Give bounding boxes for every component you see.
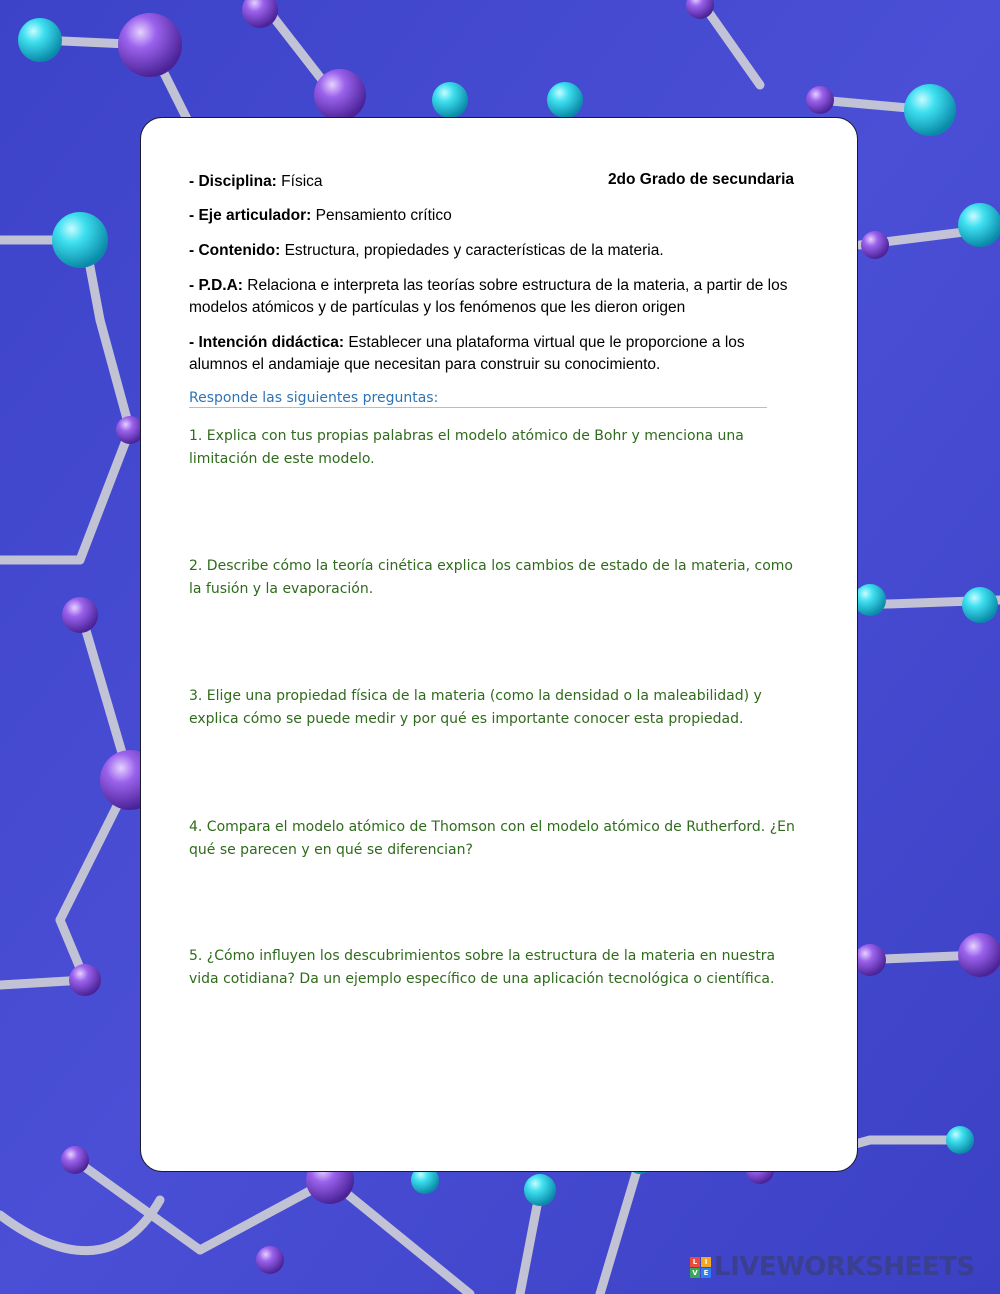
question-1: 1. Explica con tus propias palabras el modelo atómico de Bohr y menciona una limitación de este modelo. bbox=[189, 428, 744, 467]
logo-letter-i: I bbox=[701, 1257, 711, 1267]
intencion-line bbox=[189, 332, 801, 376]
disciplina-label: - Disciplina: bbox=[189, 173, 277, 190]
logo-letter-e: E bbox=[701, 1268, 711, 1278]
question-2: 2. Describe cómo la teoría cinética explica los cambios de estado de la materia, como la fusión y la evaporación. bbox=[189, 558, 793, 597]
question-4: 4. Compara el modelo atómico de Thomson con el modelo atómico de Rutherford. ¿En qué se parecen y en qué se diferencian? bbox=[189, 819, 795, 858]
eje-value: Pensamiento crítico bbox=[311, 207, 452, 224]
logo-letter-l: L bbox=[690, 1257, 700, 1267]
instructions-heading: Responde las siguientes preguntas: bbox=[189, 390, 767, 408]
intencion-value: Establecer una plataforma virtual que le proporcione a los alumnos el andamiaje que necesitan para construir su conocimiento. bbox=[189, 334, 745, 373]
eje-line bbox=[189, 205, 801, 227]
question-5: 5. ¿Cómo influyen los descubrimientos sobre la estructura de la materia en nuestra vida cotidiana? Da un ejemplo específico de una aplicación tecnológica o científica. bbox=[189, 948, 776, 987]
eje-label: - Eje articulador: bbox=[189, 207, 312, 224]
question-3: 3. Elige una propiedad física de la materia (como la densidad o la maleabilidad) y explica cómo se puede medir y por qué es importante conocer esta propiedad. bbox=[189, 688, 762, 727]
pda-label: - P.D.A: bbox=[189, 277, 243, 294]
brand-name: LIVEWORKSHEETS bbox=[714, 1252, 975, 1282]
contenido-value: Estructura, propiedades y características de la materia. bbox=[280, 242, 664, 259]
liveworksheets-brand bbox=[690, 1252, 975, 1282]
intencion-label: - Intención didáctica: bbox=[189, 334, 345, 351]
disciplina-value: Física bbox=[276, 173, 323, 190]
logo-letter-v: V bbox=[690, 1268, 700, 1278]
pda-value: Relaciona e interpreta las teorías sobre estructura de la materia, a partir de los modelos atómicos y de partículas y los fenómenos que les dieron origen bbox=[189, 277, 788, 316]
liveworksheets-logo-icon bbox=[690, 1257, 711, 1278]
grade-level: 2do Grado de secundaria bbox=[607, 171, 794, 188]
contenido-line bbox=[189, 240, 801, 262]
pda-line bbox=[189, 275, 801, 319]
contenido-label: - Contenido: bbox=[189, 242, 281, 259]
